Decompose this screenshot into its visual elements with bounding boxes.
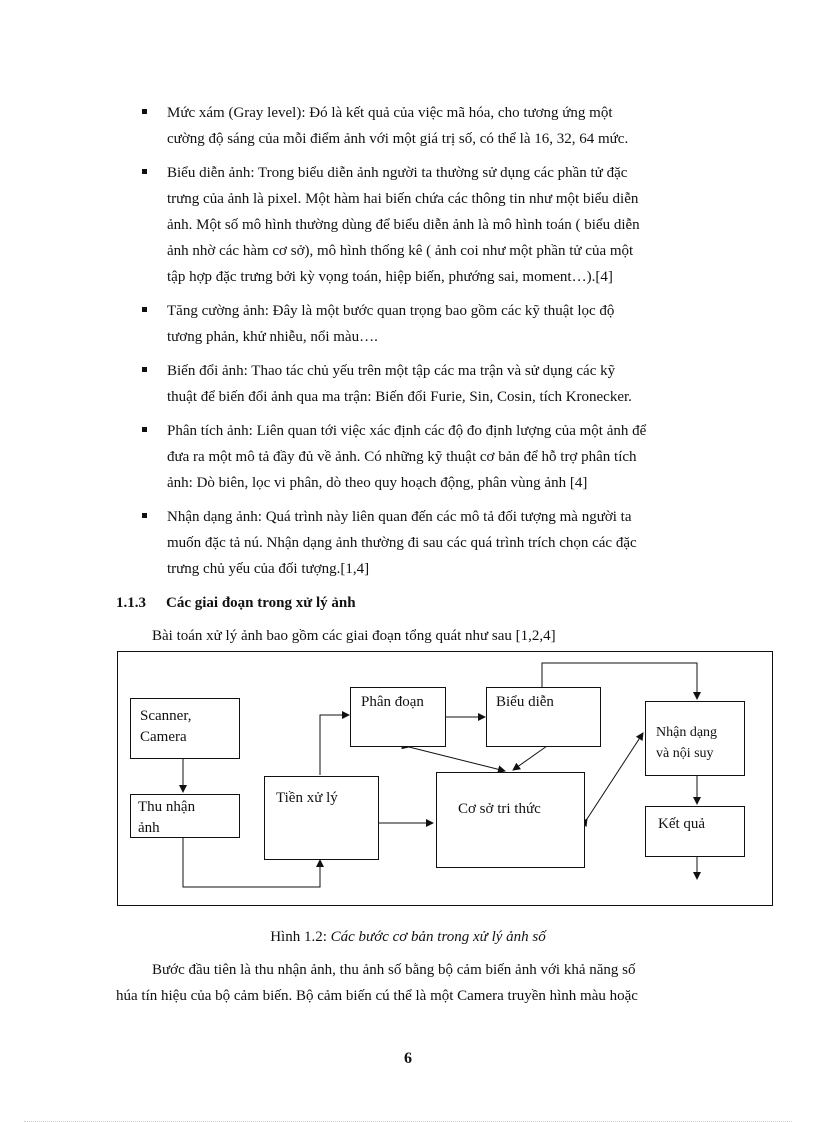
bullet-line: Biến đổi ảnh: Thao tác chủ yếu trên một tập các ma trận và sử dụng các kỹ [167, 363, 616, 379]
bullet-line: ảnh nhờ các hàm cơ sở), mô hình thống kê ( ảnh coi như một phần tử của một [167, 243, 634, 259]
caption-title: Các bước cơ bản trong xử lý ảnh số [330, 929, 546, 945]
box-label: Thu nhận [138, 799, 196, 815]
bullet-line: ảnh: Dò biên, lọc vi phân, dò theo quy hoạch động, phân vùng ảnh [4] [167, 475, 588, 491]
bullet-line: Nhận dạng ảnh: Quá trình này liên quan đến các mô tả đối tượng mà người ta [167, 509, 632, 525]
section-heading [116, 592, 356, 614]
box-segmentation [350, 687, 446, 747]
box-result [645, 806, 745, 857]
box-label: Tiền xử lý [276, 790, 338, 806]
bullet-line: tập hợp đặc trưng bởi kỳ vọng toán, hiệp biến, phướng sai, moment…).[4] [167, 269, 613, 285]
bullet-image-enhancement [142, 298, 742, 350]
bullet-gray-level [142, 100, 742, 152]
box-label: Cơ sở tri thức [458, 801, 541, 817]
caption-prefix: Hình 1.2: [270, 929, 331, 945]
box-label: Phân đoạn [361, 694, 424, 710]
box-preprocessing [264, 776, 379, 860]
box-representation [486, 687, 601, 747]
section-title: Các giai đoạn trong xử lý ảnh [166, 595, 356, 611]
box-label: Kết quả [658, 816, 706, 832]
bullet-mark [142, 427, 147, 432]
box-label: Biểu diễn [496, 694, 554, 710]
bullet-mark [142, 169, 147, 174]
bullet-mark [142, 109, 147, 114]
bullet-image-analysis [142, 418, 742, 496]
box-scanner-camera [130, 698, 240, 759]
box-label: Camera [140, 729, 187, 745]
bullet-mark [142, 513, 147, 518]
intro-sentence: Bài toán xử lý ảnh bao gồm các giai đoạn tổng quát như sau [1,2,4] [152, 628, 556, 644]
paragraph-line: Bước đầu tiên là thu nhận ảnh, thu ảnh số bằng bộ cảm biến ảnh với khả năng số [152, 962, 636, 978]
bullet-image-recognition [142, 504, 742, 582]
paragraph-line: húa tín hiệu của bộ cảm biến. Bộ cảm biến cú thể là một Camera truyền hình màu hoặc [116, 988, 638, 1004]
bullet-image-representation [142, 160, 742, 290]
bullet-line: ảnh. Một số mô hình thường dùng để biểu diễn ảnh là mô hình toán ( biểu diễn [167, 217, 640, 233]
bullet-line: trưng chủ yếu của đối tượng.[1,4] [167, 561, 370, 577]
bullet-image-transform [142, 358, 742, 410]
box-recognition [645, 701, 745, 776]
bullet-line: Mức xám (Gray level): Đó là kết quả của việc mã hóa, cho tương ứng một [167, 105, 613, 121]
box-label: Scanner, [140, 708, 192, 724]
bullet-line: muốn đặc tả nú. Nhận dạng ảnh thường đi sau các quá trình trích chọn các đặc [167, 535, 637, 551]
box-label: và nội suy [656, 746, 714, 761]
bullet-line: tương phản, khử nhiễu, nổi màu…. [167, 329, 378, 345]
page-number: 6 [404, 1050, 412, 1067]
bullet-line: Tăng cường ảnh: Đây là một bước quan trọng bao gồm các kỹ thuật lọc độ [167, 303, 615, 319]
box-knowledge-base [436, 772, 585, 868]
bullet-line: Biểu diễn ảnh: Trong biểu diễn ảnh người ta thường sử dụng các phần tử đặc [167, 165, 628, 181]
bullet-line: trưng của ảnh là pixel. Một hàm hai biến chứa các thông tin như một biểu diễn [167, 191, 639, 207]
section-number: 1.1.3 [116, 595, 146, 611]
bullet-mark [142, 367, 147, 372]
box-label: Nhận dạng [656, 725, 718, 740]
bullet-mark [142, 307, 147, 312]
bullet-line: thuật để biến đổi ảnh qua ma trận: Biến đổi Furie, Sin, Cosin, tích Kronecker. [167, 389, 632, 405]
bullet-line: cường độ sáng của mỗi điểm ảnh với một giá trị số, có thể là 16, 32, 64 mức. [167, 131, 629, 147]
figure-caption [0, 926, 816, 948]
arrow-segmentation-knowledge [409, 747, 505, 771]
box-acquisition [130, 794, 240, 838]
box-label: ảnh [138, 820, 160, 836]
bullet-line: Phân tích ảnh: Liên quan tới việc xác định các độ đo định lượng của một ảnh để [167, 423, 647, 439]
arrow-representation-knowledge [513, 746, 547, 770]
bullet-line: đưa ra một mô tả đầy đủ về ảnh. Có những kỹ thuật cơ bản để hỗ trợ phân tích [167, 449, 637, 465]
processing-diagram [117, 651, 773, 906]
page-edge [24, 1121, 792, 1122]
arrow-preprocess-to-segmentation [320, 715, 349, 775]
